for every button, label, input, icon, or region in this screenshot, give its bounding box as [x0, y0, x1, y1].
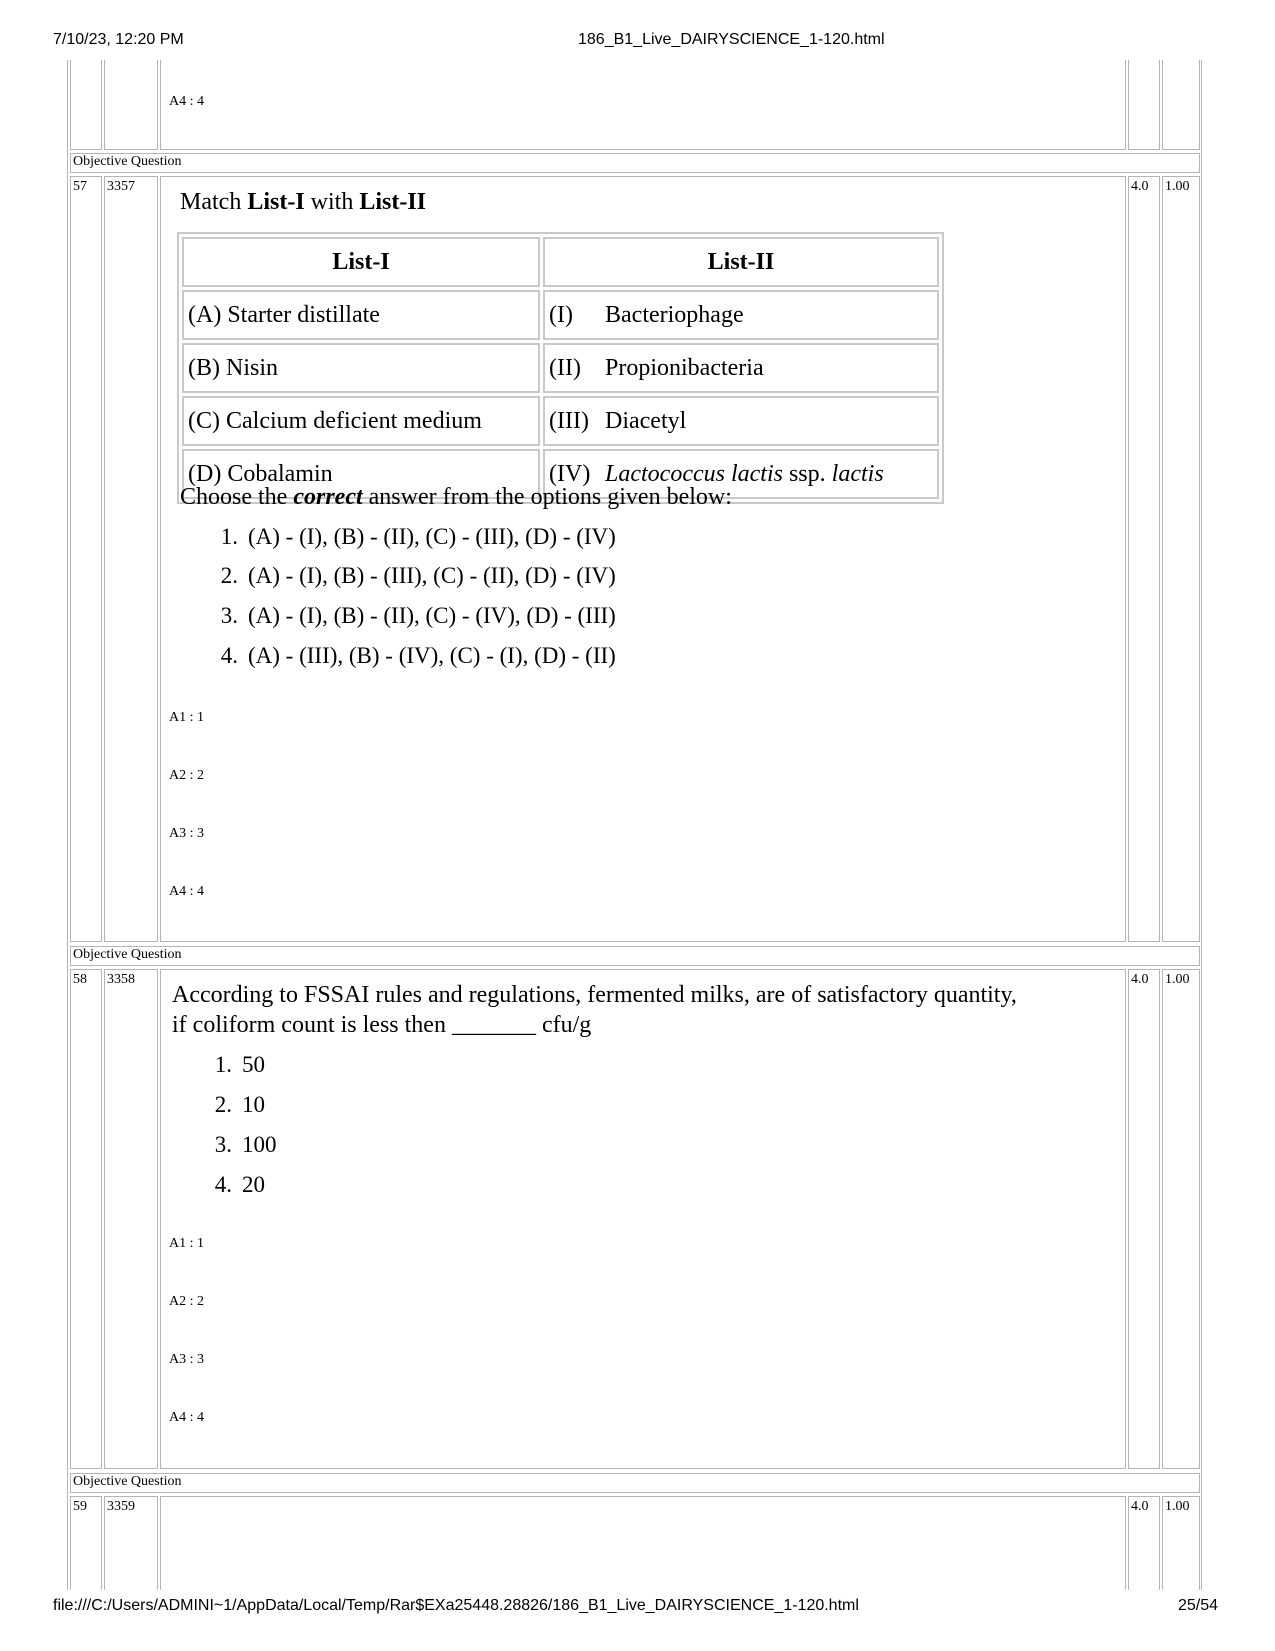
list-i-item: (C) Calcium deficient medium — [182, 396, 540, 446]
q57-answer-4: A4 : 4 — [169, 884, 204, 899]
q58-option-3: 3. 100 — [214, 1132, 277, 1157]
q58-marks: 4.0 — [1131, 972, 1149, 987]
q57-option-3: 3. (A) - (I), (B) - (II), (C) - (IV), (D) - (III) — [220, 603, 616, 628]
prev-marks-cell — [1128, 60, 1160, 150]
q58-option-4: 4. 20 — [214, 1172, 265, 1197]
table-border-left — [67, 60, 68, 1590]
table-row — [182, 290, 939, 340]
q58-answer-2: A2 : 2 — [169, 1294, 204, 1309]
q58-answer-3: A3 : 3 — [169, 1352, 204, 1367]
table-row — [182, 343, 939, 393]
prev-neg-cell — [1162, 60, 1200, 150]
q57-marks-cell — [1128, 176, 1160, 942]
q58-neg-cell — [1162, 969, 1200, 1469]
q57-prompt: Match List-I with List-II — [180, 189, 427, 215]
prev-num-cell — [70, 60, 102, 150]
q58-option-2: 2. 10 — [214, 1092, 265, 1117]
q57-num-cell — [70, 176, 102, 942]
q59-content-cell — [160, 1496, 1126, 1590]
print-url: file:///C:/Users/ADMINI~1/AppData/Local/Temp/Rar$EXa25448.28826/186_B1_Live_DAIRYSCIENCE_1-120.html — [53, 1597, 859, 1614]
list-i-item: (B) Nisin — [182, 343, 540, 393]
q57-match-table — [177, 232, 944, 504]
q58-id: 3358 — [107, 972, 135, 987]
q57-option-1: 1. (A) - (I), (B) - (II), (C) - (III), (D) - (IV) — [220, 524, 616, 549]
table-row — [182, 396, 939, 446]
q57-answer-2: A2 : 2 — [169, 768, 204, 783]
q59-id: 3359 — [107, 1499, 135, 1514]
prev-answer-4: A4 : 4 — [169, 94, 204, 109]
print-title: 186_B1_Live_DAIRYSCIENCE_1-120.html — [578, 31, 885, 48]
q57-marks: 4.0 — [1131, 179, 1149, 194]
q58-option-1: 1. 50 — [214, 1052, 265, 1077]
section-label-cell — [70, 946, 1200, 966]
list-i-item: (D) Cobalamin — [182, 449, 540, 499]
q57-number: 57 — [73, 179, 87, 194]
q57-instruction: Choose the correct answer from the options given below: — [180, 484, 732, 510]
q59-number: 59 — [73, 1499, 87, 1514]
match-table-header — [182, 237, 939, 287]
list-i-item: (A) Starter distillate — [182, 290, 540, 340]
q58-id-cell — [104, 969, 158, 1469]
q58-num-cell — [70, 969, 102, 1469]
q58-number: 58 — [73, 972, 87, 987]
prev-id-cell — [104, 60, 158, 150]
q58-negative-marks: 1.00 — [1165, 972, 1190, 987]
q57-negative-marks: 1.00 — [1165, 179, 1190, 194]
section-label: Objective Question — [73, 154, 182, 169]
prev-content-cell — [160, 60, 1126, 150]
q57-option-2: 2. (A) - (I), (B) - (III), (C) - (II), (D) - (IV) — [220, 563, 616, 588]
q58-answer-4: A4 : 4 — [169, 1410, 204, 1425]
section-label: Objective Question — [73, 1474, 182, 1489]
list-ii-item: (IV) Lactococcus lactis ssp. lactis — [543, 449, 939, 499]
q57-id: 3357 — [107, 179, 135, 194]
page-number: 25/54 — [1178, 1597, 1219, 1614]
table-border-right — [1201, 60, 1202, 1590]
section-label-cell — [70, 1473, 1200, 1493]
section-label-cell — [70, 153, 1200, 173]
q58-marks-cell — [1128, 969, 1160, 1469]
q57-neg-cell — [1162, 176, 1200, 942]
section-label: Objective Question — [73, 947, 182, 962]
list-ii-header: List-II — [543, 237, 939, 287]
list-ii-item: (III) Diacetyl — [543, 396, 939, 446]
list-ii-item: (I) Bacteriophage — [543, 290, 939, 340]
print-datetime: 7/10/23, 12:20 PM — [53, 31, 184, 48]
q57-id-cell — [104, 176, 158, 942]
q59-negative-marks: 1.00 — [1165, 1499, 1190, 1514]
q59-marks: 4.0 — [1131, 1499, 1149, 1514]
q57-answer-3: A3 : 3 — [169, 826, 204, 841]
q58-prompt-line-2: if coliform count is less then _______ cfu/g — [172, 1012, 592, 1038]
list-i-header: List-I — [182, 237, 540, 287]
list-ii-item: (II) Propionibacteria — [543, 343, 939, 393]
q58-answer-1: A1 : 1 — [169, 1236, 204, 1251]
q57-option-4: 4. (A) - (III), (B) - (IV), (C) - (I), (D) - (II) — [220, 643, 616, 668]
q58-prompt-line-1: According to FSSAI rules and regulations, fermented milks, are of satisfactory quantity, — [172, 982, 1017, 1008]
q58-content-cell — [160, 969, 1126, 1469]
q57-answer-1: A1 : 1 — [169, 710, 204, 725]
